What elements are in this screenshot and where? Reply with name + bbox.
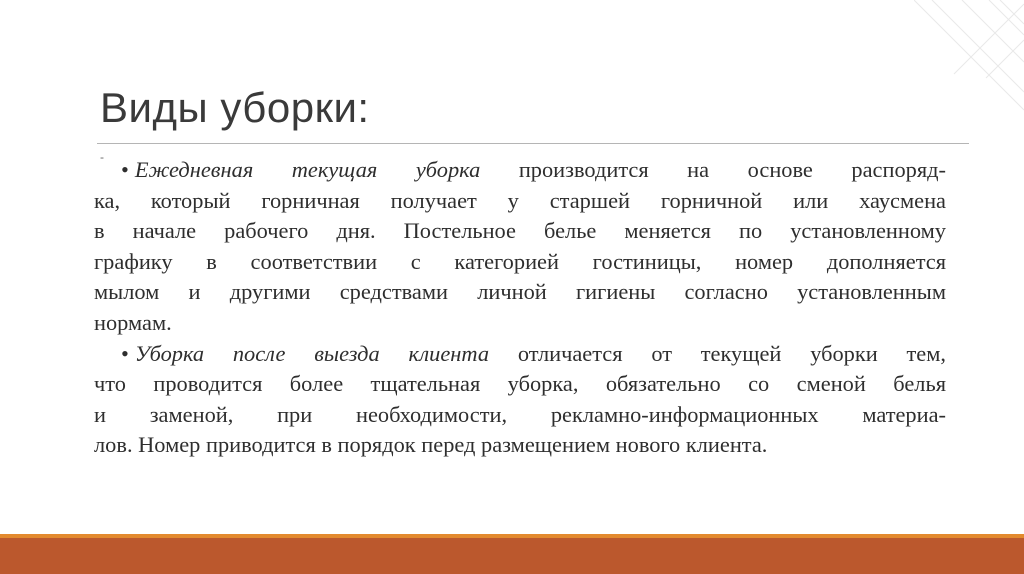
paragraph1-line3: в начале рабочего дня. Постельное белье меняется по установленному: [94, 218, 946, 244]
paragraph2-line1-text: отличается от текущей уборки тем,: [517, 340, 946, 366]
paragraph1-line1-text: производится на основе распоряд-: [518, 157, 946, 182]
paragraph1-term: Ежедневная текущая уборка: [134, 157, 481, 182]
paragraph1-line2: ка, который горничная получает у старшей горничной или хаусмена: [94, 187, 946, 213]
stray-mark: -: [100, 150, 104, 164]
title-divider: [97, 143, 969, 144]
corner-decoration: [914, 0, 1024, 140]
paragraph2-line1: [94, 339, 946, 370]
paragraph2-line4: лов. Номер приводится в порядок перед размещением нового клиента.: [94, 432, 768, 458]
paragraph1-line6: нормам.: [94, 309, 172, 335]
paragraph1-line5: мылом и другими средствами личной гигиены согласно установленным: [94, 279, 946, 305]
bullet-1: •: [121, 157, 129, 182]
scanned-text-block: [94, 155, 946, 461]
bullet-2: •: [121, 340, 129, 366]
footer-bar: [0, 538, 1024, 574]
slide-title: Виды уборки:: [100, 84, 370, 131]
paragraph2-line2: что проводится более тщательная уборка, обязательно со сменой белья: [94, 371, 946, 397]
paragraph2-term: Уборка после выезда клиента: [134, 340, 490, 366]
paragraph1-line1: [94, 155, 946, 186]
paragraph1-line4: графику в соответствии с категорией гостиницы, номер дополняется: [94, 248, 946, 274]
paragraph2-line3: и заменой, при необходимости, рекламно-информационных материа-: [94, 401, 946, 427]
